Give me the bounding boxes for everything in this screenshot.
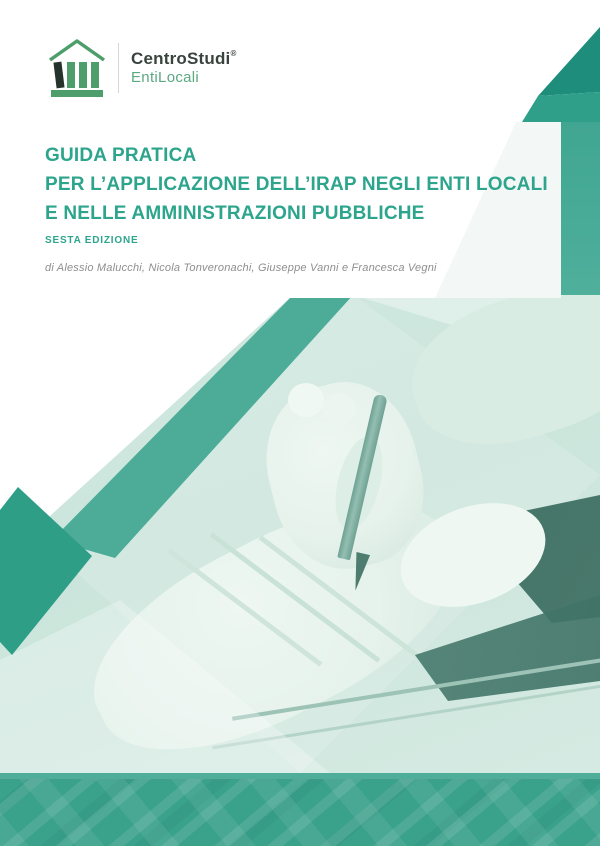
footer-books-pattern — [0, 779, 600, 846]
book-title — [45, 141, 548, 228]
edition-label: SESTA EDIZIONE — [45, 235, 139, 246]
classical-building-books-icon — [46, 36, 108, 100]
registered-mark: ® — [230, 49, 237, 59]
cover-photo-hand-signing — [0, 295, 600, 773]
corner-facets — [510, 0, 600, 135]
title-line-1: GUIDA PRATICA — [45, 145, 197, 166]
logo-text — [131, 50, 237, 86]
authors-line: di Alessio Malucchi, Nicola Tonveronachi, Giuseppe Vanni e Francesca Vegni — [45, 262, 437, 274]
logo-secondary-name: EntiLocali — [131, 69, 200, 87]
logo-primary-name: CentroStudi® — [131, 49, 237, 69]
right-edge-strip — [561, 122, 600, 322]
footer-band — [0, 773, 600, 846]
knuckle-highlight — [322, 393, 356, 425]
knuckle-highlight — [288, 383, 324, 417]
title-panel — [0, 122, 561, 298]
title-line-3: E NELLE AMMINISTRAZIONI PUBBLICHE — [45, 203, 425, 224]
title-line-2: PER L’APPLICAZIONE DELL’IRAP NEGLI ENTI LOCALI — [45, 174, 548, 195]
logo-divider — [118, 43, 119, 93]
publisher-logo — [46, 36, 237, 100]
